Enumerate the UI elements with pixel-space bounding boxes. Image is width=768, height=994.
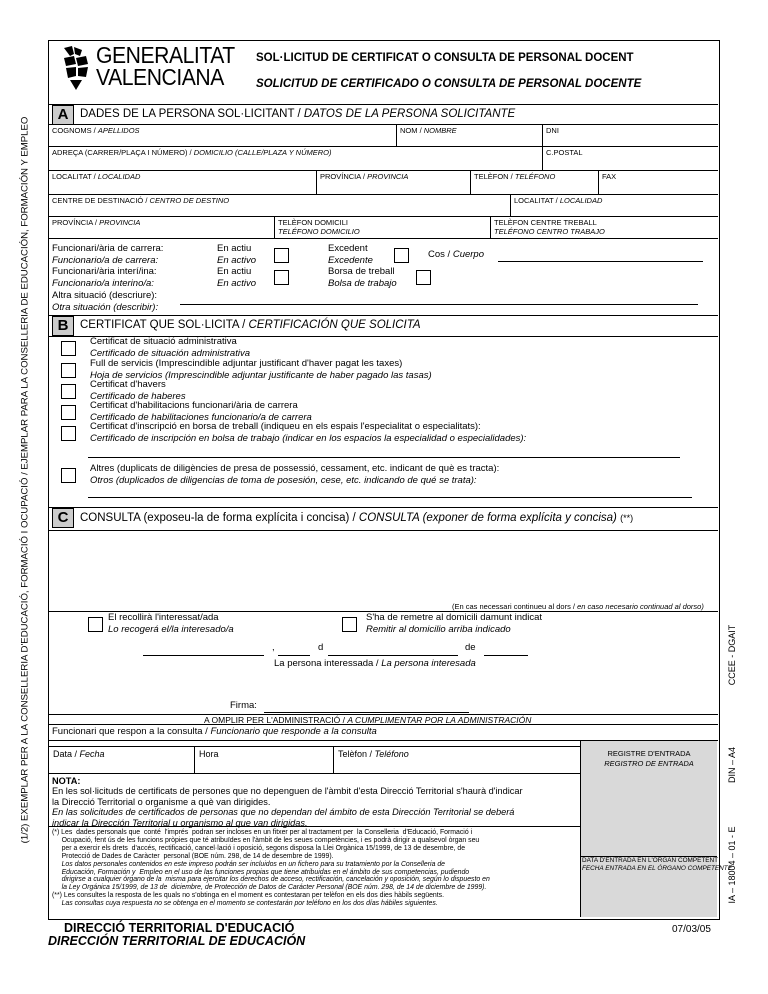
label-centro-destino: CENTRE DE DESTINACIÓ / CENTRO DE DESTINO [52, 196, 230, 205]
label-apellidos: COGNOMS / APELLIDOS [52, 126, 140, 135]
date-d: d [318, 642, 324, 653]
checkbox-carrera-activo[interactable] [274, 248, 289, 263]
footnotes: (*) Les dades personals que conté l'imprés podran ser incloses en un fitxer per al tractament per la Conselleria d'Educació, Formació i Ocupació, fent ús de les funcions pròpies que té atribuïdes en l'àmbit de les seues competències, i es podrà dirigir a qualsevol òrgan seu per a exercir els drets d'accés, rectificació, cancel·lació i oposició, segons disposa la Llei Orgànica 15/1999, de 13 de desembre, de Protecció de Dades de Caràcter personal (BOE núm. 298, de 14 de desembre de 1999). Los datos personales contenidos en este impreso podrán ser incluidos en un fichero para su tratamiento por la Conselleria de Educación, Formación y Empleo en el uso de las funciones propias que tiene atribuidas en el ámbito de sus competencias, pudiendo dirigirse a cualquier órgano de la misma para ejercitar los derechos de acceso, rectificación, cancelación y oposición, según lo dispuesto en la Ley Orgánica 15/1999, de 13 de diciembre, de Protección de Datos de Carácter Personal (BOE núm. 298, de 14 de diciembre de 1999). (**) Les consultes la resposta de les quals no s'obtinga en el moment es contestaran per telèfon en els dos dies hàbils següents. Las consultas cuya respuesta no se obtenga en el momento se contestarán por teléfono en los dos días hábiles siguientes. [52, 829, 490, 908]
label-funcionario: Funcionari que respon a la consulta / Funcionario que responde a la consulta [52, 726, 377, 737]
label-provincia-centro: PROVÍNCIA / PROVINCIA [52, 218, 141, 227]
fax-field[interactable] [602, 181, 714, 192]
date-de: de [465, 642, 476, 653]
footer-date: 07/03/05 [672, 924, 711, 935]
label-hora: Hora [199, 749, 219, 759]
label-borsa: Borsa de treball Bolsa de trabajo [328, 266, 397, 289]
apellidos-field[interactable] [52, 133, 392, 144]
option-otros: Altres (duplicats de diligències de presa de possessió, cessament, etc. indicant de què es tracta): Otros (duplicados de diligencias de toma de posesión, cese, etc. indicando de qué se trata): [90, 463, 500, 486]
especialidades-field[interactable] [88, 457, 680, 458]
label-localidad: LOCALITAT / LOCALIDAD [52, 172, 141, 181]
title-spanish: SOLICITUD DE CERTIFICADO O CONSULTA DE PERSONAL DOCENTE [256, 78, 642, 90]
label-telefono-centro: TELÈFON CENTRE TREBALL TELÉFONO CENTRO TRABAJO [494, 218, 605, 236]
nota-title: NOTA: [52, 776, 81, 786]
label-actiu-2: En actiu En activo [217, 266, 257, 289]
cpostal-field[interactable] [546, 157, 714, 168]
label-remitir-domicilio: S'ha de remetre al domicili damunt indicat Remitir al domicilio arriba indicado [366, 612, 543, 635]
checkbox-haberes[interactable] [61, 384, 76, 399]
telefono-field[interactable] [474, 181, 594, 192]
localidad-field[interactable] [52, 181, 312, 192]
label-fecha-organo: DATA D'ENTRADA EN L'ÒRGAN COMPETENT FECHA ENTRADA EN EL ÓRGANO COMPETENTE [582, 857, 732, 872]
consulta-textarea[interactable] [52, 534, 712, 598]
nota-text: En les sol·licituds de certificats de persones que no depenguen de l'àmbit d'esta Direcció Territorial s'haurà d'indicar la Direcció Territorial o organisme a què van dirigides. En las solicitudes de certificados de personas que no dependan del ámbito de esta Dirección Territorial se deberá indicar la Dirección Territorial u organismo al que van dirigidas. [52, 786, 523, 828]
month-field[interactable] [328, 655, 458, 656]
option-hoja-servicios: Full de servicis (Imprescindible adjuntar justificant d'haver pagat les taxes) Hoja de servicios (Imprescindible adjuntar justificante de haber pagado las tasas) [90, 358, 432, 381]
date-comma: , [272, 642, 275, 653]
checkbox-situacion-administrativa[interactable] [61, 341, 76, 356]
checkbox-habilitaciones[interactable] [61, 405, 76, 420]
checkbox-recogera[interactable] [88, 617, 103, 632]
label-firma: Firma: [230, 700, 257, 711]
checkbox-bolsa-trabajo[interactable] [416, 270, 431, 285]
footer-direccion: DIRECCIÓN TERRITORIAL DE EDUCACIÓN [48, 934, 306, 948]
code-din: DIN – A4 [727, 746, 737, 784]
label-telefono-domicilio: TELÈFON DOMICILI TELÉFONO DOMICILIO [278, 218, 360, 236]
otra-situacion-field[interactable] [180, 304, 698, 305]
domicilio-field[interactable] [52, 157, 538, 168]
checkbox-otros[interactable] [61, 468, 76, 483]
day-field[interactable] [278, 655, 310, 656]
label-otra-situacion: Altra situació (descriure): Otra situación (describir): [52, 290, 159, 313]
logo-text: GENERALITAT VALENCIANA [96, 42, 235, 90]
label-recogera: El recollirà l'interessat/ada Lo recogerá el/la interesado/a [108, 612, 234, 635]
label-telefono: TELÈFON / TELÉFONO [474, 172, 556, 181]
label-localidad-centro: LOCALITAT / LOCALIDAD [514, 196, 603, 205]
year-field[interactable] [484, 655, 528, 656]
provincia-field[interactable] [320, 181, 466, 192]
checkbox-interino-activo[interactable] [274, 270, 289, 285]
label-nombre: NOM / NOMBRE [400, 126, 457, 135]
dni-field[interactable] [546, 133, 714, 144]
coat-of-arms-logo [60, 44, 92, 92]
label-cuerpo: Cos / Cuerpo [428, 249, 484, 260]
admin-header: A OMPLIR PER L'ADMINISTRACIÓ / A CUMPLIMENTAR POR LA ADMINISTRACIÓN [204, 715, 532, 725]
label-interino: Funcionari/ària interí/ina: Funcionario/a interino/a: [52, 266, 157, 289]
localidad-centro-field[interactable] [514, 204, 714, 215]
option-situacion-administrativa: Certificat de situació administrativa Certificado de situación administrativa [90, 336, 250, 359]
nombre-field[interactable] [400, 133, 538, 144]
checkbox-bolsa-inscripcion[interactable] [61, 426, 76, 441]
section-c-title: CONSULTA (exposeu-la de forma explícita i concisa) / CONSULTA (exponer de forma explícita y concisa) (**) [80, 512, 634, 524]
place-field[interactable] [143, 655, 264, 656]
footer-direccio: DIRECCIÓ TERRITORIAL D'EDUCACIÓ [64, 921, 295, 935]
label-domicilio: ADREÇA (CARRER/PLAÇA I NÚMERO) / DOMICILIO (CALLE/PLAZA Y NÚMERO) [52, 148, 332, 157]
label-excedent: Excedent Excedente [328, 243, 373, 266]
label-registro-entrada: REGISTRE D'ENTRADA REGISTRO DE ENTRADA [604, 749, 694, 768]
fecha-field[interactable] [53, 760, 189, 771]
section-b-letter: B [52, 316, 74, 336]
firma-field[interactable] [264, 712, 469, 713]
label-fax: FAX [602, 172, 617, 181]
label-fecha: Data / Fecha [53, 749, 105, 759]
checkbox-hoja-servicios[interactable] [61, 363, 76, 378]
section-a-letter: A [52, 105, 74, 125]
label-carrera: Funcionari/ària de carrera: Funcionario/a de carrera: [52, 243, 164, 266]
side-copy-label: (1/2) EXEMPLAR PER A LA CONSELLERIA D'EDUCACIÓ, FORMACIÓ I OCUPACIÓ / EJEMPLAR PARA LA CONSELLERIA DE EDUCACIÓN, FORMACIÓN Y EMPLEO [19, 116, 31, 844]
option-habilitaciones: Certificat d'habilitacions funcionari/ària de carrera Certificado de habilitaciones funcionario/a de carrera [90, 400, 312, 423]
section-b-title: CERTIFICAT QUE SOL·LICITA / CERTIFICACIÓN QUE SOLICITA [80, 319, 421, 331]
label-persona-interesada: La persona interessada / La persona interesada [274, 658, 476, 669]
cuerpo-field[interactable] [498, 261, 703, 262]
option-bolsa-inscripcion: Certificat d'inscripció en borsa de treball (indiqueu en els espais l'especialitat o especialitats): Certificado de inscripción en bolsa de trabajo (indicar en los espacios la especialidad o especialidades): [90, 421, 527, 444]
hora-field[interactable] [199, 760, 329, 771]
label-provincia: PROVÍNCIA / PROVINCIA [320, 172, 409, 181]
title-valencian: SOL·LICITUD DE CERTIFICAT O CONSULTA DE PERSONAL DOCENT [256, 52, 634, 64]
section-c-letter: C [52, 508, 74, 528]
otros-field[interactable] [88, 497, 692, 498]
label-actiu-1: En actiu En activo [217, 243, 257, 266]
code-ccee: CCEE - DGAIT [727, 624, 737, 686]
label-cpostal: C.POSTAL [546, 148, 583, 157]
checkbox-excedente[interactable] [394, 248, 409, 263]
label-telefono-admin: Telèfon / Teléfono [338, 749, 409, 759]
label-dni: DNI [546, 126, 559, 135]
telefono-admin-field[interactable] [338, 760, 576, 771]
option-haberes: Certificat d'havers Certificado de haberes [90, 379, 186, 402]
code-form: IA – 18004 – 01 - E [727, 826, 737, 904]
centro-destino-field[interactable] [52, 204, 506, 215]
checkbox-remitir-domicilio[interactable] [342, 617, 357, 632]
continue-note: (En cas necessari continueu al dors / en caso necesario continuad al dorso) [452, 602, 704, 611]
section-a-title: DADES DE LA PERSONA SOL·LICITANT / DATOS DE LA PERSONA SOLICITANTE [80, 108, 516, 120]
